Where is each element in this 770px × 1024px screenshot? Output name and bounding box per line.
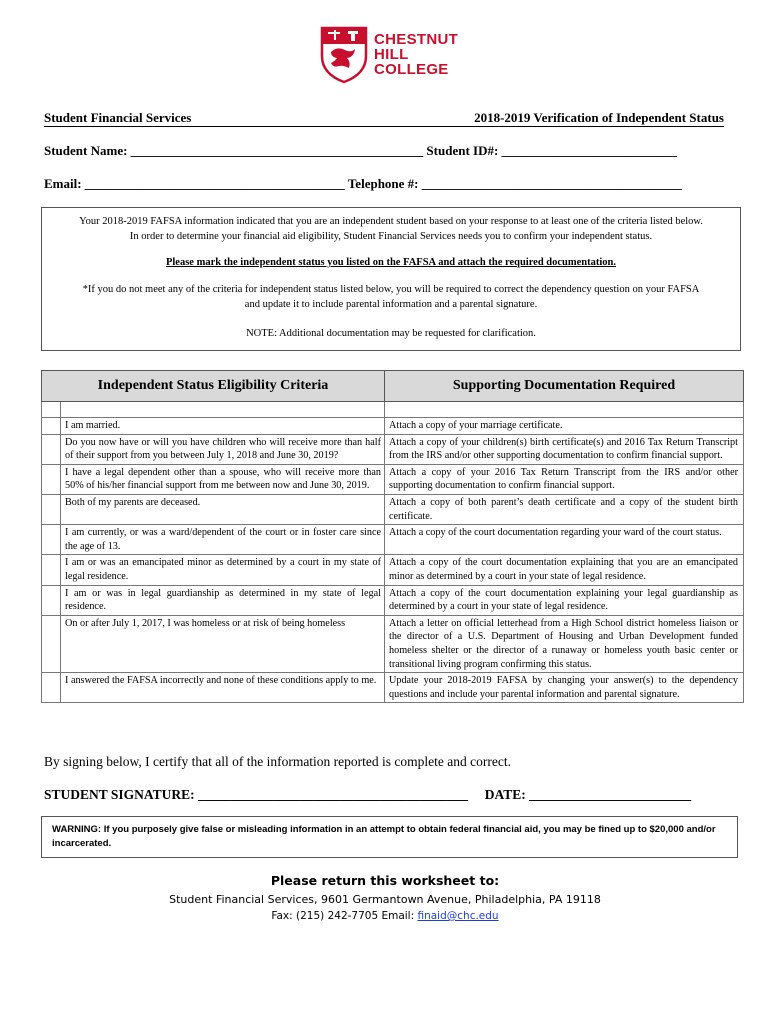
dependency-note-line-2: and update it to include parental information and a parental signature. bbox=[244, 299, 538, 310]
college-wordmark bbox=[374, 32, 458, 77]
criteria-cell: Do you now have or will you have children who will receive more than half of their support from you between July 1, 2018 and June 30, 2019? bbox=[61, 434, 385, 464]
student-id-field[interactable]: Student ID#: ___________________________ bbox=[426, 143, 678, 158]
documentation-cell: Attach a copy of your children(s) birth certificate(s) and 2016 Tax Return Transcript from the IRS and/or other supporting documentation to confirm financial support. bbox=[385, 434, 744, 464]
email-link[interactable]: finaid@chc.edu bbox=[417, 910, 499, 922]
wordmark-line-3: COLLEGE bbox=[374, 61, 449, 78]
contact-info-row bbox=[44, 176, 724, 192]
criteria-cell: Both of my parents are deceased. bbox=[61, 494, 385, 524]
email-field[interactable]: Email: ________________________________________ bbox=[44, 176, 345, 191]
status-checkbox[interactable] bbox=[42, 525, 61, 555]
documentation-cell: Attach a copy of both parent’s death certificate and a copy of the student birth certificate. bbox=[385, 494, 744, 524]
college-logo bbox=[318, 22, 458, 88]
intro-line-1: Your 2018-2019 FAFSA information indicated that you are an independent student based on your response to at least one of the criteria listed below. bbox=[79, 216, 703, 227]
documentation-column-header: Supporting Documentation Required bbox=[385, 371, 744, 402]
documentation-note: NOTE: Additional documentation may be requested for clarification. bbox=[246, 328, 536, 339]
table-row bbox=[42, 494, 744, 524]
crest-icon bbox=[318, 22, 370, 84]
date-field[interactable]: DATE: ________________________ bbox=[484, 787, 692, 802]
dependency-note-line-1: *If you do not meet any of the criteria for independent status listed below, you will be required to correct the dependency question on your FAFSA bbox=[82, 284, 700, 295]
criteria-cell: I answered the FAFSA incorrectly and none of these conditions apply to me. bbox=[61, 673, 385, 703]
return-address: Student Financial Services, 9601 Germantown Avenue, Philadelphia, PA 19118 bbox=[169, 893, 601, 906]
table-row bbox=[42, 555, 744, 585]
documentation-cell: Attach a copy of your 2016 Tax Return Transcript from the IRS and/or other supporting documentation to confirm financial support. bbox=[385, 464, 744, 494]
criteria-cell: I am currently, or was a ward/dependent of the court or in foster care since the age of 13. bbox=[61, 525, 385, 555]
header-title-row bbox=[44, 110, 724, 127]
status-checkbox[interactable] bbox=[42, 615, 61, 672]
student-info-row bbox=[44, 143, 724, 159]
table-header-row bbox=[42, 371, 744, 402]
fax-text: Fax: (215) 242-7705 Email: bbox=[271, 910, 418, 922]
documentation-cell: Attach a letter on official letterhead from a High School district homeless liaison or the director of a U.S. Department of Housing and Urban Development funded homeless shelter or the director of a runaway or homeless youth basic center or transitional living program confirming this status. bbox=[385, 615, 744, 672]
criteria-cell: On or after July 1, 2017, I was homeless or at risk of being homeless bbox=[61, 615, 385, 672]
documentation-cell: Attach a copy of the court documentation regarding your ward of the court status. bbox=[385, 525, 744, 555]
contact-line bbox=[0, 908, 770, 924]
documentation-cell: Attach a copy of the court documentation explaining that you are an emancipated minor as determined by a court in your state of legal residence. bbox=[385, 555, 744, 585]
instructions-box bbox=[41, 207, 741, 351]
table-row bbox=[42, 464, 744, 494]
certification-statement: By signing below, I certify that all of the information reported is complete and correct. bbox=[44, 754, 511, 769]
signature-field[interactable]: STUDENT SIGNATURE: ________________________________________ bbox=[44, 787, 469, 802]
criteria-cell: I have a legal dependent other than a spouse, who will receive more than 50% of his/her financial support from me between now and June 30, 2019. bbox=[61, 464, 385, 494]
status-checkbox[interactable] bbox=[42, 434, 61, 464]
status-checkbox[interactable] bbox=[42, 555, 61, 585]
wordmark-line-2: HILL bbox=[374, 46, 409, 63]
status-checkbox[interactable] bbox=[42, 494, 61, 524]
status-checkbox[interactable] bbox=[42, 673, 61, 703]
documentation-cell: Attach a copy of your marriage certificate. bbox=[385, 418, 744, 435]
dependency-note bbox=[52, 282, 730, 312]
table-row bbox=[42, 615, 744, 672]
return-instructions bbox=[0, 872, 770, 924]
table-row bbox=[42, 418, 744, 435]
eligibility-table bbox=[41, 370, 744, 703]
criteria-column-header: Independent Status Eligibility Criteria bbox=[42, 371, 385, 402]
table-row bbox=[42, 525, 744, 555]
office-name: Student Financial Services bbox=[44, 110, 192, 125]
table-row bbox=[42, 434, 744, 464]
status-checkbox[interactable] bbox=[42, 464, 61, 494]
wordmark-line-1: CHESTNUT bbox=[374, 31, 459, 48]
documentation-cell: Update your 2018-2019 FAFSA by changing your answer(s) to the dependency questions and include your parental information and parental signature. bbox=[385, 673, 744, 703]
warning-box: WARNING: If you purposely give false or misleading information in an attempt to obtain federal financial aid, you may be fined up to $20,000 and/or incarcerated. bbox=[41, 816, 738, 858]
mark-status-instruction: Please mark the independent status you listed on the FAFSA and attach the required documentation. bbox=[165, 257, 617, 268]
student-name-field[interactable]: Student Name: _____________________________________________ bbox=[44, 143, 424, 158]
documentation-cell: Attach a copy of the court documentation explaining your legal guardianship as determined by a court in your state of legal residence. bbox=[385, 585, 744, 615]
status-checkbox[interactable] bbox=[42, 418, 61, 435]
table-row bbox=[42, 585, 744, 615]
table-spacer-row bbox=[42, 402, 744, 418]
form-title: 2018-2019 Verification of Independent Status bbox=[474, 110, 724, 125]
intro-line-2: In order to determine your financial aid eligibility, Student Financial Services needs you to confirm your independent status. bbox=[129, 231, 653, 242]
table-row bbox=[42, 673, 744, 703]
return-title: Please return this worksheet to: bbox=[270, 873, 500, 888]
telephone-field[interactable]: Telephone #: ________________________________________ bbox=[347, 176, 682, 191]
intro-paragraph bbox=[52, 214, 730, 244]
criteria-cell: I am or was an emancipated minor as determined by a court in my state of legal residence. bbox=[61, 555, 385, 585]
signature-row bbox=[44, 787, 691, 803]
criteria-cell: I am married. bbox=[61, 418, 385, 435]
status-checkbox[interactable] bbox=[42, 585, 61, 615]
criteria-cell: I am or was in legal guardianship as determined in my state of legal residence. bbox=[61, 585, 385, 615]
